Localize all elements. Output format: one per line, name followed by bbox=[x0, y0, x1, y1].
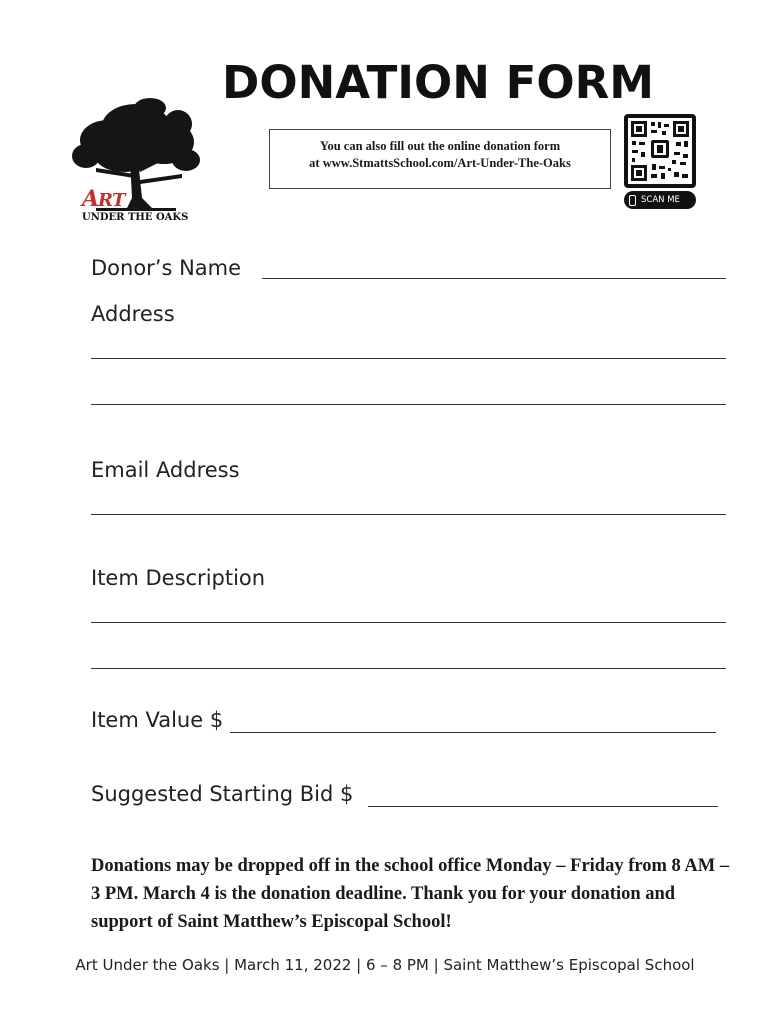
scan-me-label: SCAN ME bbox=[641, 195, 680, 205]
item-description-line-2[interactable] bbox=[91, 668, 726, 669]
email-label: Email Address bbox=[91, 458, 240, 482]
donor-name-label: Donor’s Name bbox=[91, 256, 242, 280]
phone-icon bbox=[629, 195, 636, 206]
donor-name-line[interactable] bbox=[262, 278, 726, 279]
item-value-label: Item Value $ bbox=[91, 708, 224, 732]
email-line[interactable] bbox=[91, 514, 726, 515]
starting-bid-label: Suggested Starting Bid $ bbox=[91, 782, 354, 806]
drop-off-note: Donations may be dropped off in the school office Monday – Friday from 8 AM – 3 PM. March 4 is the donation deadline. Thank you for your donation and support of Saint Matthew’s Episcopal School! bbox=[91, 856, 730, 932]
qr-code-icon[interactable] bbox=[624, 114, 696, 188]
address-line-2[interactable] bbox=[91, 404, 726, 405]
address-line-1[interactable] bbox=[91, 358, 726, 359]
address-label: Address bbox=[91, 302, 175, 326]
event-footer: Art Under the Oaks | March 11, 2022 | 6 – 8 PM | Saint Matthew’s Episcopal School bbox=[75, 956, 695, 974]
svg-text:R: R bbox=[98, 190, 113, 211]
svg-text:A: A bbox=[82, 186, 100, 212]
scan-me-badge bbox=[624, 191, 696, 209]
online-notice-line1: You can also fill out the online donation form bbox=[319, 139, 561, 153]
logo-caption: UNDER THE OAKS bbox=[82, 212, 189, 223]
item-description-line-1[interactable] bbox=[91, 622, 726, 623]
svg-text:T: T bbox=[112, 190, 126, 211]
item-value-line[interactable] bbox=[230, 732, 716, 733]
online-notice-line2[interactable]: at www.StmattsSchool.com/Art-Under-The-Oaks bbox=[309, 156, 571, 170]
form-title: DONATION FORM bbox=[222, 56, 655, 109]
starting-bid-line[interactable] bbox=[368, 806, 718, 807]
online-form-notice bbox=[269, 129, 611, 189]
art-under-the-oaks-logo bbox=[66, 94, 202, 228]
item-description-label: Item Description bbox=[91, 566, 266, 590]
